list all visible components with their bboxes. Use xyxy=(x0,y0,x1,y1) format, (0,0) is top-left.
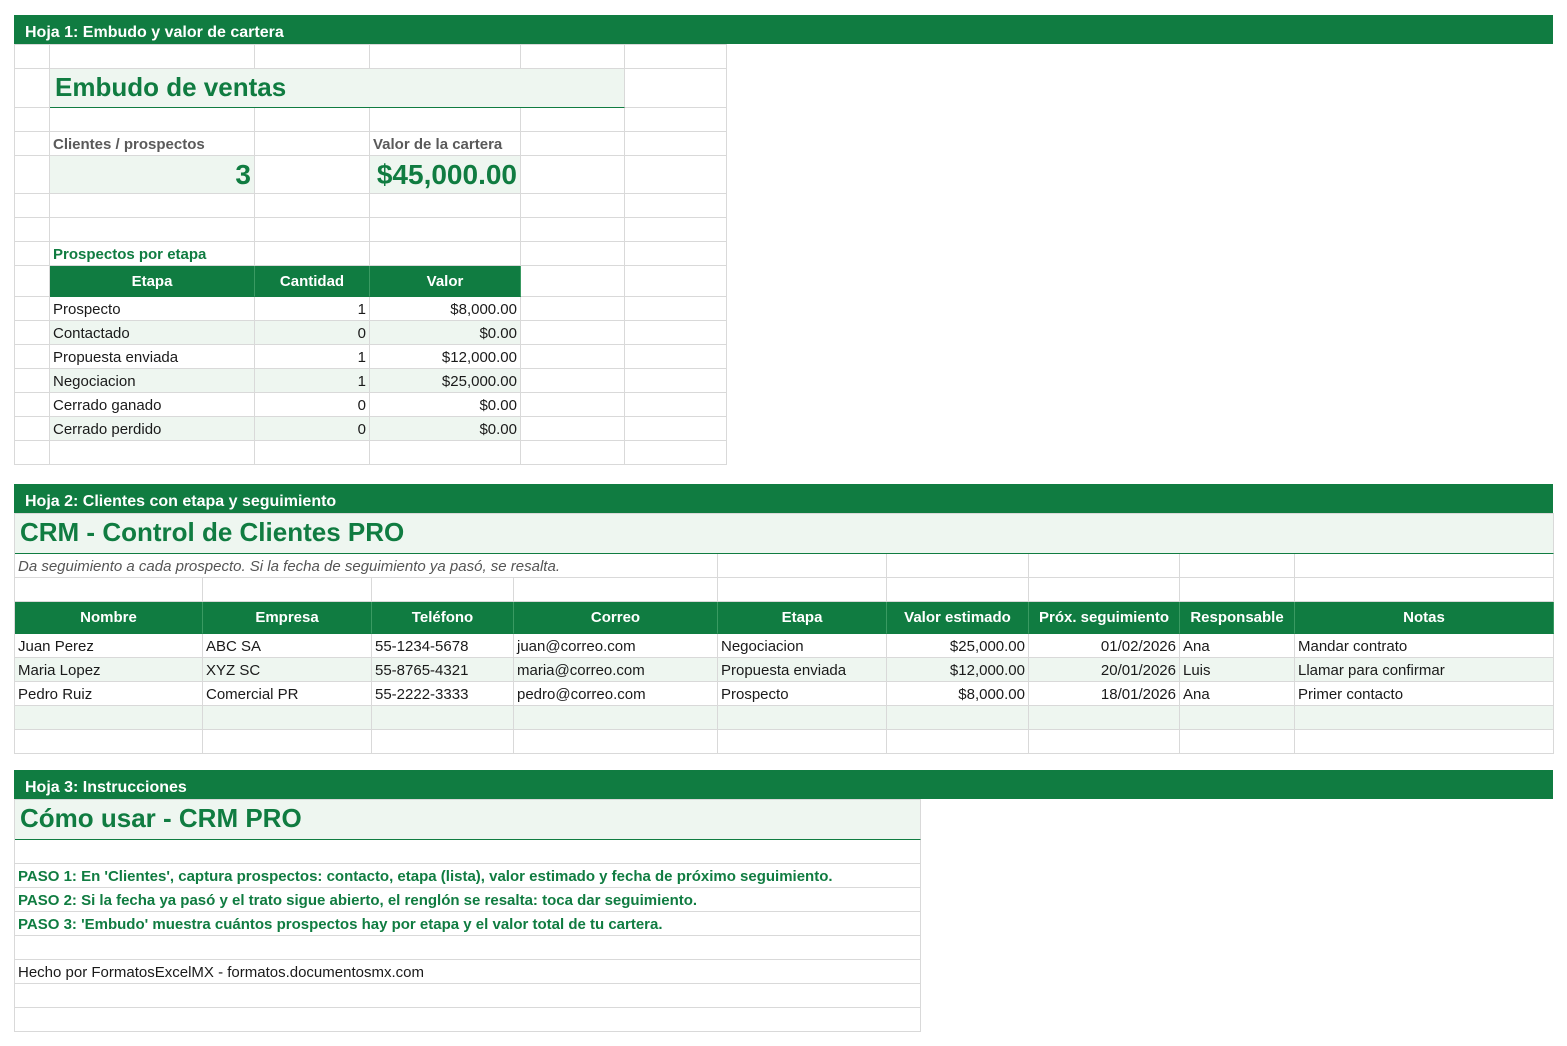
stage-name[interactable]: Negociacion xyxy=(50,369,255,393)
sheet-row xyxy=(15,840,921,864)
client-value[interactable]: $8,000.00 xyxy=(887,682,1029,706)
client-value[interactable]: $25,000.00 xyxy=(887,634,1029,658)
cell[interactable] xyxy=(887,706,1029,730)
client-owner[interactable]: Luis xyxy=(1180,658,1295,682)
sheet-row xyxy=(15,108,727,132)
cell[interactable] xyxy=(625,297,727,321)
cell[interactable] xyxy=(887,554,1029,578)
cell[interactable] xyxy=(255,132,370,156)
client-name[interactable]: Pedro Ruiz xyxy=(15,682,203,706)
sheet-row xyxy=(15,194,727,218)
stage-name[interactable]: Cerrado perdido xyxy=(50,417,255,441)
cell[interactable] xyxy=(50,108,255,132)
client-company[interactable]: XYZ SC xyxy=(203,658,372,682)
cell[interactable] xyxy=(718,706,887,730)
client-next-followup[interactable]: 20/01/2026 xyxy=(1029,658,1180,682)
stage-value[interactable]: $12,000.00 xyxy=(370,345,521,369)
sheet2-header-bar xyxy=(14,484,1553,513)
cell[interactable] xyxy=(15,194,50,218)
sheet-row xyxy=(15,960,921,984)
sheet-row xyxy=(15,578,1554,602)
client-owner[interactable]: Ana xyxy=(1180,682,1295,706)
cell[interactable] xyxy=(514,578,718,602)
stage-name[interactable]: Prospecto xyxy=(50,297,255,321)
cell[interactable] xyxy=(625,266,727,297)
stage-name[interactable]: Propuesta enviada xyxy=(50,345,255,369)
stage-count[interactable]: 1 xyxy=(255,345,370,369)
cell[interactable] xyxy=(50,45,255,69)
stage-table-header xyxy=(15,266,727,297)
sheet-row xyxy=(15,514,1554,554)
cell[interactable] xyxy=(255,218,370,242)
cell[interactable] xyxy=(521,441,625,465)
cell[interactable] xyxy=(15,441,50,465)
cell[interactable] xyxy=(203,730,372,754)
client-phone[interactable]: 55-8765-4321 xyxy=(372,658,514,682)
column-header-name[interactable]: Nombre xyxy=(15,602,203,634)
instruction-step-1[interactable]: PASO 1: En 'Clientes', captura prospectos: contacto, etapa (lista), valor estimado y fecha de próximo seguimiento. xyxy=(15,864,921,888)
cell[interactable] xyxy=(521,156,625,194)
client-stage[interactable]: Propuesta enviada xyxy=(718,658,887,682)
cell[interactable] xyxy=(15,369,50,393)
cell[interactable] xyxy=(1180,730,1295,754)
cell[interactable] xyxy=(625,393,727,417)
cell[interactable] xyxy=(521,45,625,69)
instruction-step-3[interactable]: PASO 3: 'Embudo' muestra cuántos prospectos hay por etapa y el valor total de tu cartera. xyxy=(15,912,921,936)
cell[interactable] xyxy=(370,218,521,242)
cell[interactable] xyxy=(15,218,50,242)
stage-count[interactable]: 1 xyxy=(255,297,370,321)
cell[interactable] xyxy=(15,45,50,69)
sheet-row xyxy=(15,554,1554,578)
cell[interactable] xyxy=(625,45,727,69)
cell[interactable] xyxy=(15,984,921,1008)
cell[interactable] xyxy=(718,730,887,754)
cell[interactable] xyxy=(255,242,370,266)
cell[interactable] xyxy=(521,108,625,132)
cell[interactable] xyxy=(625,194,727,218)
cell[interactable] xyxy=(514,730,718,754)
cell[interactable] xyxy=(718,578,887,602)
table-row xyxy=(15,634,1554,658)
sheet-row xyxy=(15,912,921,936)
cell[interactable] xyxy=(887,578,1029,602)
cell[interactable] xyxy=(15,730,203,754)
sheet-row xyxy=(15,156,727,194)
funnel-title[interactable]: Embudo de ventas xyxy=(50,69,625,108)
cell[interactable] xyxy=(15,393,50,417)
cell[interactable] xyxy=(15,1008,921,1032)
cell[interactable] xyxy=(372,706,514,730)
stage-name[interactable]: Contactado xyxy=(50,321,255,345)
cell[interactable] xyxy=(255,194,370,218)
client-value[interactable]: $12,000.00 xyxy=(887,658,1029,682)
cell[interactable] xyxy=(372,578,514,602)
clients-table-header xyxy=(15,602,1554,634)
table-row xyxy=(15,297,727,321)
cell[interactable] xyxy=(521,393,625,417)
table-row xyxy=(15,706,1554,730)
cell[interactable] xyxy=(1295,706,1554,730)
column-header-company[interactable]: Empresa xyxy=(203,602,372,634)
cell[interactable] xyxy=(370,441,521,465)
column-header-estimated-value[interactable]: Valor estimado xyxy=(887,602,1029,634)
cell[interactable] xyxy=(15,345,50,369)
client-next-followup[interactable]: 18/01/2026 xyxy=(1029,682,1180,706)
cell[interactable] xyxy=(1029,706,1180,730)
client-stage[interactable]: Negociacion xyxy=(718,634,887,658)
cell[interactable] xyxy=(255,45,370,69)
client-company[interactable]: ABC SA xyxy=(203,634,372,658)
cell[interactable] xyxy=(255,441,370,465)
client-owner[interactable]: Ana xyxy=(1180,634,1295,658)
stage-section-label[interactable]: Prospectos por etapa xyxy=(50,242,255,266)
client-notes[interactable]: Mandar contrato xyxy=(1295,634,1554,658)
table-row xyxy=(15,369,727,393)
cell[interactable] xyxy=(625,441,727,465)
cell[interactable] xyxy=(625,321,727,345)
column-header-value[interactable]: Valor xyxy=(370,266,521,297)
table-row xyxy=(15,658,1554,682)
sheet1-grid xyxy=(14,44,727,465)
client-name[interactable]: Maria Lopez xyxy=(15,658,203,682)
sheet-row xyxy=(15,936,921,960)
sheet-row xyxy=(15,45,727,69)
cell[interactable] xyxy=(203,706,372,730)
cell[interactable] xyxy=(521,132,625,156)
table-row xyxy=(15,345,727,369)
cell[interactable] xyxy=(1029,554,1180,578)
cell[interactable] xyxy=(521,321,625,345)
cell[interactable] xyxy=(50,194,255,218)
stage-value[interactable]: $0.00 xyxy=(370,393,521,417)
client-phone[interactable]: 55-1234-5678 xyxy=(372,634,514,658)
cell[interactable] xyxy=(255,108,370,132)
client-notes[interactable]: Llamar para confirmar xyxy=(1295,658,1554,682)
cell[interactable] xyxy=(1029,578,1180,602)
table-row xyxy=(15,321,727,345)
sheet-row xyxy=(15,69,727,108)
cell[interactable] xyxy=(625,345,727,369)
cell[interactable] xyxy=(370,194,521,218)
cell[interactable] xyxy=(521,417,625,441)
cell[interactable] xyxy=(50,441,255,465)
cell[interactable] xyxy=(15,156,50,194)
cell[interactable] xyxy=(521,242,625,266)
cell[interactable] xyxy=(887,730,1029,754)
sheet1-header-bar xyxy=(14,15,1553,44)
cell[interactable] xyxy=(514,706,718,730)
cell[interactable] xyxy=(15,266,50,297)
sheet2-grid xyxy=(14,513,1554,754)
cell[interactable] xyxy=(521,266,625,297)
cell[interactable] xyxy=(372,730,514,754)
cell[interactable] xyxy=(625,369,727,393)
sheet-row xyxy=(15,1008,921,1032)
cell[interactable] xyxy=(50,218,255,242)
cell[interactable] xyxy=(625,218,727,242)
client-email[interactable]: juan@correo.com xyxy=(514,634,718,658)
cell[interactable] xyxy=(15,417,50,441)
column-header-owner[interactable]: Responsable xyxy=(1180,602,1295,634)
stage-value[interactable]: $0.00 xyxy=(370,417,521,441)
client-email[interactable]: maria@correo.com xyxy=(514,658,718,682)
cell[interactable] xyxy=(15,132,50,156)
cell[interactable] xyxy=(1180,706,1295,730)
cell[interactable] xyxy=(625,108,727,132)
table-row xyxy=(15,682,1554,706)
stage-value[interactable]: $8,000.00 xyxy=(370,297,521,321)
sheet-row xyxy=(15,888,921,912)
clients-count-value[interactable]: 3 xyxy=(50,156,255,194)
cell[interactable] xyxy=(15,108,50,132)
cell[interactable] xyxy=(1295,578,1554,602)
client-email[interactable]: pedro@correo.com xyxy=(514,682,718,706)
sheet-row xyxy=(15,218,727,242)
cell[interactable] xyxy=(15,297,50,321)
crm-title[interactable]: CRM - Control de Clientes PRO xyxy=(15,514,1554,554)
cell[interactable] xyxy=(1180,578,1295,602)
table-row xyxy=(15,393,727,417)
cell[interactable] xyxy=(370,45,521,69)
cell[interactable] xyxy=(15,706,203,730)
stage-count[interactable]: 1 xyxy=(255,369,370,393)
crm-subtitle[interactable]: Da seguimiento a cada prospecto. Si la fecha de seguimiento ya pasó, se resalta. xyxy=(15,554,718,578)
cell[interactable] xyxy=(1029,730,1180,754)
cell[interactable] xyxy=(521,345,625,369)
stage-value[interactable]: $25,000.00 xyxy=(370,369,521,393)
cell[interactable] xyxy=(521,194,625,218)
stage-value[interactable]: $0.00 xyxy=(370,321,521,345)
stage-count[interactable]: 0 xyxy=(255,417,370,441)
sheet-row xyxy=(15,984,921,1008)
cell[interactable] xyxy=(625,156,727,194)
client-company[interactable]: Comercial PR xyxy=(203,682,372,706)
table-row xyxy=(15,730,1554,754)
sheet2-header-label: Hoja 2: Clientes con etapa y seguimiento xyxy=(25,493,337,510)
cell[interactable] xyxy=(255,156,370,194)
sheet3-header-label: Hoja 3: Instrucciones xyxy=(25,779,187,796)
sheet3-grid xyxy=(14,799,921,1032)
cell[interactable] xyxy=(625,69,727,108)
cell[interactable] xyxy=(15,242,50,266)
instruction-step-2[interactable]: PASO 2: Si la fecha ya pasó y el trato sigue abierto, el renglón se resalta: toca dar seguimiento. xyxy=(15,888,921,912)
instructions-title[interactable]: Cómo usar - CRM PRO xyxy=(15,800,921,840)
cell[interactable] xyxy=(625,132,727,156)
cell[interactable] xyxy=(718,554,887,578)
column-header-stage[interactable]: Etapa xyxy=(50,266,255,297)
cell[interactable] xyxy=(625,242,727,266)
cell[interactable] xyxy=(15,840,921,864)
cell[interactable] xyxy=(370,242,521,266)
sheet-row xyxy=(15,864,921,888)
stage-count[interactable]: 0 xyxy=(255,321,370,345)
client-next-followup[interactable]: 01/02/2026 xyxy=(1029,634,1180,658)
cell[interactable] xyxy=(521,369,625,393)
cell[interactable] xyxy=(15,69,50,108)
column-header-count[interactable]: Cantidad xyxy=(255,266,370,297)
stage-count[interactable]: 0 xyxy=(255,393,370,417)
sheet1-header-label: Hoja 1: Embudo y valor de cartera xyxy=(25,24,284,41)
cell[interactable] xyxy=(15,936,921,960)
cell[interactable] xyxy=(1295,730,1554,754)
cell[interactable] xyxy=(521,297,625,321)
cell[interactable] xyxy=(15,578,203,602)
client-name[interactable]: Juan Perez xyxy=(15,634,203,658)
sheet-row xyxy=(15,800,921,840)
column-header-email[interactable]: Correo xyxy=(514,602,718,634)
sheet-row xyxy=(15,132,727,156)
cell[interactable] xyxy=(203,578,372,602)
column-header-phone[interactable]: Teléfono xyxy=(372,602,514,634)
stage-name[interactable]: Cerrado ganado xyxy=(50,393,255,417)
client-stage[interactable]: Prospecto xyxy=(718,682,887,706)
portfolio-value[interactable]: $45,000.00 xyxy=(370,156,521,194)
sheet-row xyxy=(15,441,727,465)
credit-text[interactable]: Hecho por FormatosExcelMX - formatos.documentosmx.com xyxy=(15,960,921,984)
clients-label[interactable]: Clientes / prospectos xyxy=(50,132,255,156)
cell[interactable] xyxy=(521,218,625,242)
sheet-row xyxy=(15,242,727,266)
cell[interactable] xyxy=(370,108,521,132)
cell[interactable] xyxy=(1180,554,1295,578)
column-header-stage[interactable]: Etapa xyxy=(718,602,887,634)
cell[interactable] xyxy=(625,417,727,441)
client-notes[interactable]: Primer contacto xyxy=(1295,682,1554,706)
portfolio-label[interactable]: Valor de la cartera xyxy=(370,132,521,156)
sheet3-header-bar xyxy=(14,770,1553,799)
column-header-next-followup[interactable]: Próx. seguimiento xyxy=(1029,602,1180,634)
table-row xyxy=(15,417,727,441)
column-header-notes[interactable]: Notas xyxy=(1295,602,1554,634)
client-phone[interactable]: 55-2222-3333 xyxy=(372,682,514,706)
cell[interactable] xyxy=(1295,554,1554,578)
cell[interactable] xyxy=(15,321,50,345)
